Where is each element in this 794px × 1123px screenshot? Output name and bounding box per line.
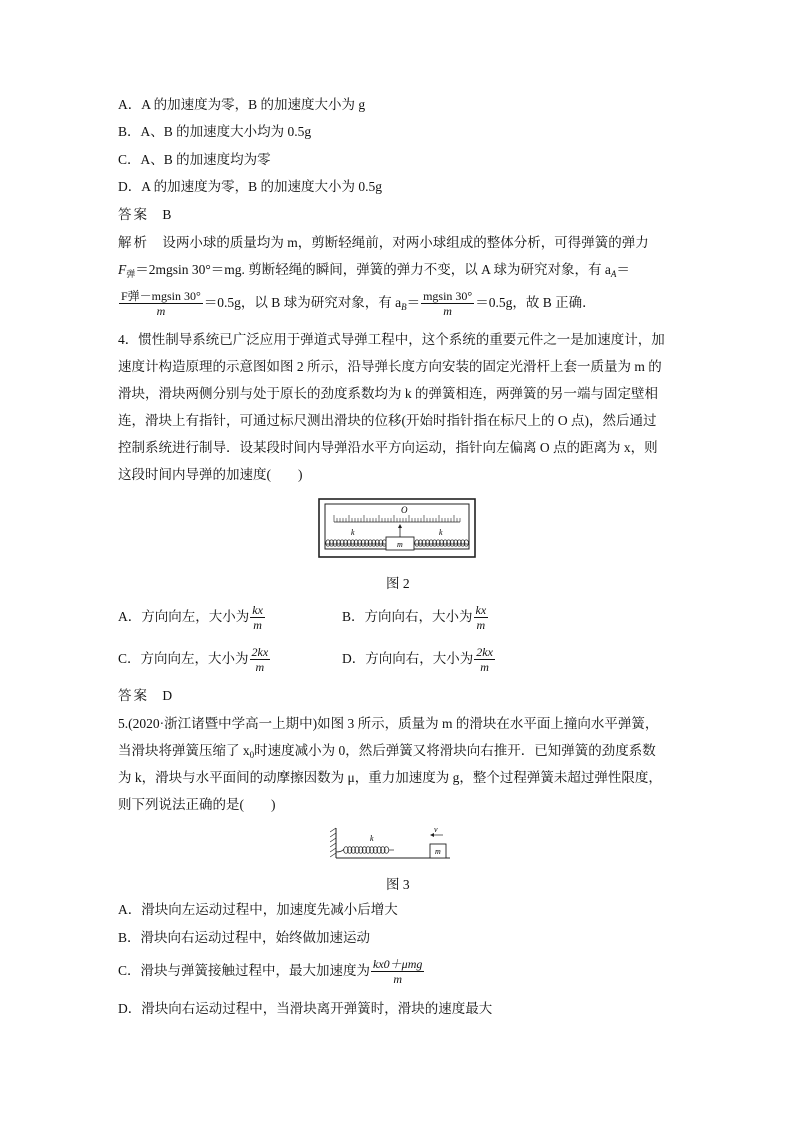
q5-line4: 则下列说法正确的是( ) <box>118 797 276 812</box>
figure-2-caption: 图 2 <box>386 576 410 591</box>
q5-option-c-fraction <box>371 957 424 986</box>
q3-answer <box>118 206 171 224</box>
block-mass-label: m <box>435 847 441 856</box>
q5-option-c <box>118 955 425 987</box>
q4-option-b-num: kx <box>475 603 487 618</box>
q4-option-c-den: m <box>255 660 265 675</box>
analysis-text-3: ＝0.5g，以 B 球为研究对象，有 a <box>203 295 402 310</box>
q3-analysis-line3 <box>118 288 596 322</box>
q5-line1: 5.(2020·浙江诸暨中学高一上期中)如图 3 所示，质量为 m 的滑块在水平面上撞向水平弹簧， <box>118 716 659 731</box>
answer-label: 答案 <box>118 207 149 222</box>
q4-answer <box>118 687 172 705</box>
q4-option-d <box>342 643 496 675</box>
fraction-2-num: mgsin 30° <box>423 289 473 304</box>
q5-option-c-text: C．滑块与弹簧接触过程中，最大加速度为 <box>118 963 371 978</box>
accel-subscript-a: A <box>610 269 617 279</box>
q4-option-d-num: 2kx <box>476 645 493 660</box>
q3-analysis-line2 <box>118 261 630 283</box>
spring-right-label: k <box>439 528 443 537</box>
q4-line1: 4．惯性制导系统已广泛应用于弹道式导弹工程中，这个系统的重要元件之一是加速度计，加 <box>118 332 665 347</box>
spring-block-figure <box>330 826 458 862</box>
q3-option-c: C．A、B 的加速度均为零 <box>118 152 271 167</box>
force-subscript: 弹 <box>126 269 136 279</box>
q4-option-d-den: m <box>480 660 489 675</box>
q4-option-a-num: kx <box>252 603 263 618</box>
figure-3-caption: 图 3 <box>386 877 410 892</box>
spring-left-label: k <box>351 528 355 537</box>
scale-origin-label: O <box>401 505 408 515</box>
q4-option-d-fraction <box>474 645 495 674</box>
q4-option-b-den: m <box>476 618 486 633</box>
fraction-2 <box>421 289 474 318</box>
q4-line3: 滑块，滑块两侧分别与处于原长的劲度系数均为 k 的弹簧相连，两弹簧的另一端与固定壁相 <box>118 386 658 401</box>
q4-option-b-fraction <box>474 603 489 632</box>
q3-option-d: D．A 的加速度为零，B 的加速度大小为 0.5g <box>118 179 383 194</box>
fraction-1-den: m <box>156 304 166 319</box>
analysis-text-2: ＝2mgsin 30°＝mg. 剪断轻绳的瞬间，弹簧的弹力不变，以 A 球为研究对象，有 a <box>135 262 611 277</box>
q4-option-a-den: m <box>253 618 262 633</box>
fraction-2-den: m <box>443 304 452 319</box>
q4-option-a-text: A．方向向左，大小为 <box>118 609 250 624</box>
equals: ＝ <box>616 262 630 277</box>
fraction-1-num: F弹－mgsin 30° <box>121 289 201 304</box>
q3-analysis-line1 <box>118 234 649 252</box>
equals-2: ＝ <box>406 295 421 310</box>
fraction-1 <box>119 289 203 318</box>
answer-value: D <box>162 688 173 703</box>
answer-value: B <box>162 207 172 222</box>
q5-option-b: B．滑块向右运动过程中，始终做加速运动 <box>118 930 371 945</box>
analysis-label: 解析 <box>118 235 149 250</box>
force-symbol: F <box>118 262 127 277</box>
slider-mass-label: m <box>397 540 403 549</box>
q3-option-b: B．A、B 的加速度大小均为 0.5g <box>118 124 312 139</box>
q4-line5: 控制系统进行制导．设某段时间内导弹沿水平方向运动，指针向左偏离 O 点的距离为 x，则 <box>118 440 658 455</box>
q3-option-a: A．A 的加速度为零，B 的加速度大小为 g <box>118 97 366 112</box>
q4-line6: 这段时间内导弹的加速度( ) <box>118 467 303 482</box>
q4-line2: 速度计构造原理的示意图如图 2 所示，沿导弹长度方向安装的固定光滑杆上套一质量为 m 的 <box>118 359 662 374</box>
q4-option-a-fraction <box>250 603 265 632</box>
q4-option-c <box>118 643 271 675</box>
accel-subscript-b: B <box>401 302 407 312</box>
q5-line2-text: 当滑块将弹簧压缩了 x <box>118 743 250 758</box>
analysis-text-4: ＝0.5g，故 B 正确． <box>475 295 596 310</box>
accelerometer-figure <box>318 498 476 558</box>
q5-line2-text-b: 时速度减小为 0，然后弹簧又将滑块向右推开．已知弹簧的劲度系数 <box>254 743 656 758</box>
q4-option-c-fraction <box>250 645 271 674</box>
x0-subscript: 0 <box>249 750 255 760</box>
q4-option-c-text: C．方向向左，大小为 <box>118 651 249 666</box>
q4-option-b-text: B．方向向右，大小为 <box>342 609 473 624</box>
answer-label: 答案 <box>118 688 149 703</box>
spring-label: k <box>370 834 374 843</box>
q4-option-a <box>118 601 266 633</box>
q4-option-b <box>342 601 489 633</box>
q4-option-c-num: 2kx <box>251 645 269 660</box>
q5-option-c-den: m <box>393 972 403 987</box>
q4-line4: 连，滑块上有指针，可通过标尺测出滑块的位移(开始时指针指在标尺上的 O 点)，然后通过 <box>118 413 657 428</box>
q5-option-a: A．滑块向左运动过程中，加速度先减小后增大 <box>118 902 398 917</box>
q5-option-d: D．滑块向右运动过程中，当滑块离开弹簧时，滑块的速度最大 <box>118 1001 493 1016</box>
q5-line2 <box>118 742 656 764</box>
q4-option-d-text: D．方向向右，大小为 <box>342 651 474 666</box>
velocity-label: v <box>434 826 438 834</box>
q5-option-c-num: kx0＋μmg <box>373 957 423 972</box>
analysis-text: 设两小球的质量均为 m，剪断轻绳前，对两小球组成的整体分析，可得弹簧的弹力 <box>162 235 649 250</box>
q5-line3: 为 k，滑块与水平面间的动摩擦因数为 μ，重力加速度为 g，整个过程弹簧未超过弹性限度， <box>118 770 662 785</box>
